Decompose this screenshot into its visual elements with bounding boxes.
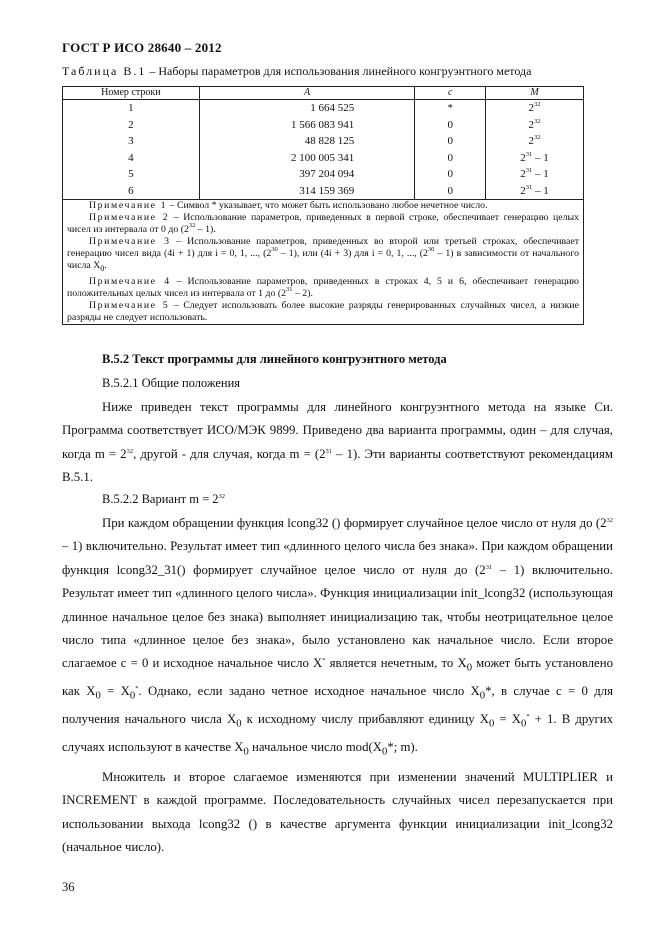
cell-a: 314 159 369	[199, 183, 415, 200]
note-text: – Использование параметров, приведенных во второй или третьей строках, обеспечивает генерацию чисел вида (4i + 1) для i = 0, 1, ..., (2	[67, 236, 579, 260]
subsection-variant-text: В.5.2.2 Вариант m = 2	[102, 492, 219, 506]
m-base: 2	[528, 135, 535, 147]
cell-a: 48 828 125	[199, 133, 415, 150]
note-text: – Использование параметров, приведенных в строках 4, 5 и 6, обеспечивает генерацию положительных целых чисел из интервала от 1 до (2	[67, 275, 579, 299]
cell-m	[486, 150, 584, 167]
para-text: – 1) включительно. Результат имеет тип «длинного целого числа без знака». При каждом обращении функция lcong32_31() формирует случайное целое число от нуля до (2	[62, 539, 613, 577]
para-text: *; m).	[387, 740, 418, 755]
note-exponent: 31	[286, 285, 293, 293]
row-number: 5	[63, 166, 200, 183]
paragraph-multiplier: Множитель и второе слагаемое изменяются при изменении значений MULTIPLIER и INCREMENT в каждой программе. Последовательность случайных чисел перезапускается при использовании выхода lcong32 () в качестве аргумента функции инициализации init_lcong32 (начальное число).	[62, 770, 613, 855]
row-number: 4	[63, 150, 200, 167]
note-label: Примечание 4	[89, 275, 171, 287]
note-1	[67, 200, 579, 212]
para-subscript: 0	[129, 690, 136, 702]
note-text: – Символ * указывает, что может быть использовано любое нечетное число.	[167, 200, 488, 211]
m-exponent: 31	[525, 183, 533, 191]
note-text: – 1), или (4i + 3) для i = 0, 1, ..., (2	[277, 248, 428, 260]
para-text: = X	[494, 712, 521, 727]
subsection-variant	[102, 492, 225, 507]
m-exponent: 31	[525, 167, 533, 174]
header-row-number: Номер строки	[63, 87, 200, 100]
para-subscript: 0	[236, 718, 242, 730]
cell-a: 2 100 005 341	[199, 150, 415, 167]
para-superscript: *	[322, 657, 326, 665]
cell-c: 0	[415, 133, 486, 150]
note-3	[67, 236, 579, 275]
para-text: , другой - для случая, когда m = (2	[133, 446, 326, 461]
para-subscript: 0	[466, 662, 473, 674]
table-row	[63, 133, 584, 150]
note-2	[67, 212, 579, 236]
para-text: Ниже приведен текст программы для линейного конгруэнтного метода на языке Си. Программа соответствует ИСО/МЭК 9899. Приведено два варианта программы, один – для случая, когда m = 2	[62, 400, 613, 461]
cell-m	[486, 117, 584, 134]
m-base: 2	[520, 168, 526, 180]
parameters-table	[62, 86, 584, 325]
para-subscript: 0	[520, 718, 527, 730]
note-label: Примечание 3	[89, 236, 171, 248]
cell-a: 1 566 083 941	[199, 117, 415, 134]
para-exponent: 32	[126, 447, 134, 455]
cell-c: 0	[415, 166, 486, 183]
note-exponent: 32	[188, 222, 196, 230]
m-exponent: 32	[534, 134, 541, 141]
para-text: может быть установлено как X	[62, 656, 613, 699]
para-text: начальное число mod(X	[248, 740, 382, 755]
header-a: A	[199, 87, 415, 100]
paragraph-functions	[62, 512, 613, 764]
row-number: 6	[63, 183, 200, 200]
note-5	[67, 300, 579, 324]
note-text: – 1) в зависимости от начального числа X	[67, 248, 579, 272]
note-exponent: 30	[427, 246, 435, 254]
para-text: – 1). Эти варианты соответствуют рекомендациям В.5.1.	[62, 446, 614, 485]
para-text: . Однако, если задано четное исходное начальное число X	[138, 684, 480, 699]
section-title: В.5.2 Текст программы для линейного конгруэнтного метода	[102, 352, 447, 366]
page-number: 36	[62, 880, 75, 894]
cell-c: *	[415, 100, 486, 117]
m-tail: – 1	[532, 168, 549, 180]
table-caption	[62, 64, 622, 79]
m-base: 2	[528, 118, 535, 131]
m-tail: – 1	[532, 151, 549, 164]
table-row	[63, 100, 584, 117]
subsection-general: В.5.2.1 Общие положения	[102, 376, 241, 390]
table-row	[63, 166, 584, 183]
table-notes-row	[63, 200, 584, 325]
document-header: ГОСТ Р ИСО 28640 – 2012	[62, 40, 222, 55]
table-row	[63, 183, 584, 200]
para-text: – 1) включительно. Результат имеет тип «длинного целого числа». Функция инициализации init_lcong32 (использующая длинное начальное целое без знака) выполняет инициализацию так, чтобы неотрицательное целое число типа «длинное целое без знака», было установлено как начальное число. Если второе слагаемое c = 0 и исходное начальное число X	[62, 562, 613, 671]
row-number: 1	[63, 100, 200, 117]
para-text: к исходному числу прибавляют единицу X	[241, 712, 489, 727]
para-subscript: 0	[381, 746, 388, 758]
cell-m	[486, 100, 584, 117]
para-subscript: 0	[95, 690, 101, 702]
para-subscript: 0	[243, 746, 249, 758]
note-label: Примечание 2	[89, 212, 170, 224]
subsection-variant-exponent: 32	[218, 493, 226, 500]
table-row	[63, 150, 584, 167]
para-exponent: 31	[485, 563, 493, 571]
note-text: – Использование параметров, приведенных в первой строке, обеспечивает генерацию целых чисел из интервала от 0 до (2	[67, 212, 579, 236]
note-label: Примечание 1	[89, 200, 168, 211]
cell-a: 397 204 094	[199, 166, 415, 183]
cell-m	[486, 133, 584, 150]
m-base: 2	[520, 184, 526, 197]
para-text: + 1. В других случаях используют в качестве X	[62, 712, 613, 755]
table-caption-text: – Наборы параметров для использования линейного конгруэнтного метода	[146, 64, 532, 78]
note-exponent: 30	[271, 246, 278, 254]
table-header-row	[63, 87, 584, 100]
m-exponent: 32	[534, 117, 541, 125]
header-c: c	[415, 87, 486, 100]
para-text: = X	[100, 684, 130, 699]
cell-c: 0	[415, 183, 486, 200]
cell-c: 0	[415, 117, 486, 134]
m-tail: – 1	[532, 184, 549, 197]
cell-m	[486, 183, 584, 200]
note-text: .	[104, 260, 107, 272]
note-label: Примечание 5	[89, 299, 170, 311]
para-superscript: *	[135, 685, 139, 693]
note-text: – Следует использовать более высокие разряды генерированных случайных чисел, а низкие разряды не следует использовать.	[67, 299, 579, 323]
para-superscript: *	[526, 713, 530, 721]
m-exponent: 32	[534, 101, 541, 108]
note-text: – 1).	[195, 224, 216, 236]
note-subscript: 0	[100, 264, 105, 274]
cell-a: 1 664 525	[199, 100, 415, 117]
para-text: При каждом обращении функция lcong32 () формирует случайное целое число от нуля до (2	[102, 516, 607, 530]
row-number: 3	[63, 133, 200, 150]
para-text: *, в случае c = 0 для получения начального числа X	[62, 684, 613, 727]
para-text: является нечетным, то X	[325, 656, 467, 671]
header-m: M	[486, 87, 584, 100]
table-notes	[63, 200, 584, 325]
para-subscript: 0	[488, 718, 495, 730]
para-subscript: 0	[479, 690, 486, 702]
para-exponent: 32	[606, 517, 613, 524]
table-row	[63, 117, 584, 134]
row-number: 2	[63, 117, 200, 134]
m-exponent: 31	[525, 150, 533, 158]
note-text: – 2).	[292, 287, 313, 299]
cell-c: 0	[415, 150, 486, 167]
para-exponent: 31	[325, 447, 333, 455]
m-base: 2	[520, 151, 526, 164]
table-caption-label: Таблица В.1	[62, 64, 147, 78]
cell-m	[486, 166, 584, 183]
note-4	[67, 276, 579, 300]
m-base: 2	[528, 102, 535, 114]
paragraph-intro	[62, 396, 613, 490]
